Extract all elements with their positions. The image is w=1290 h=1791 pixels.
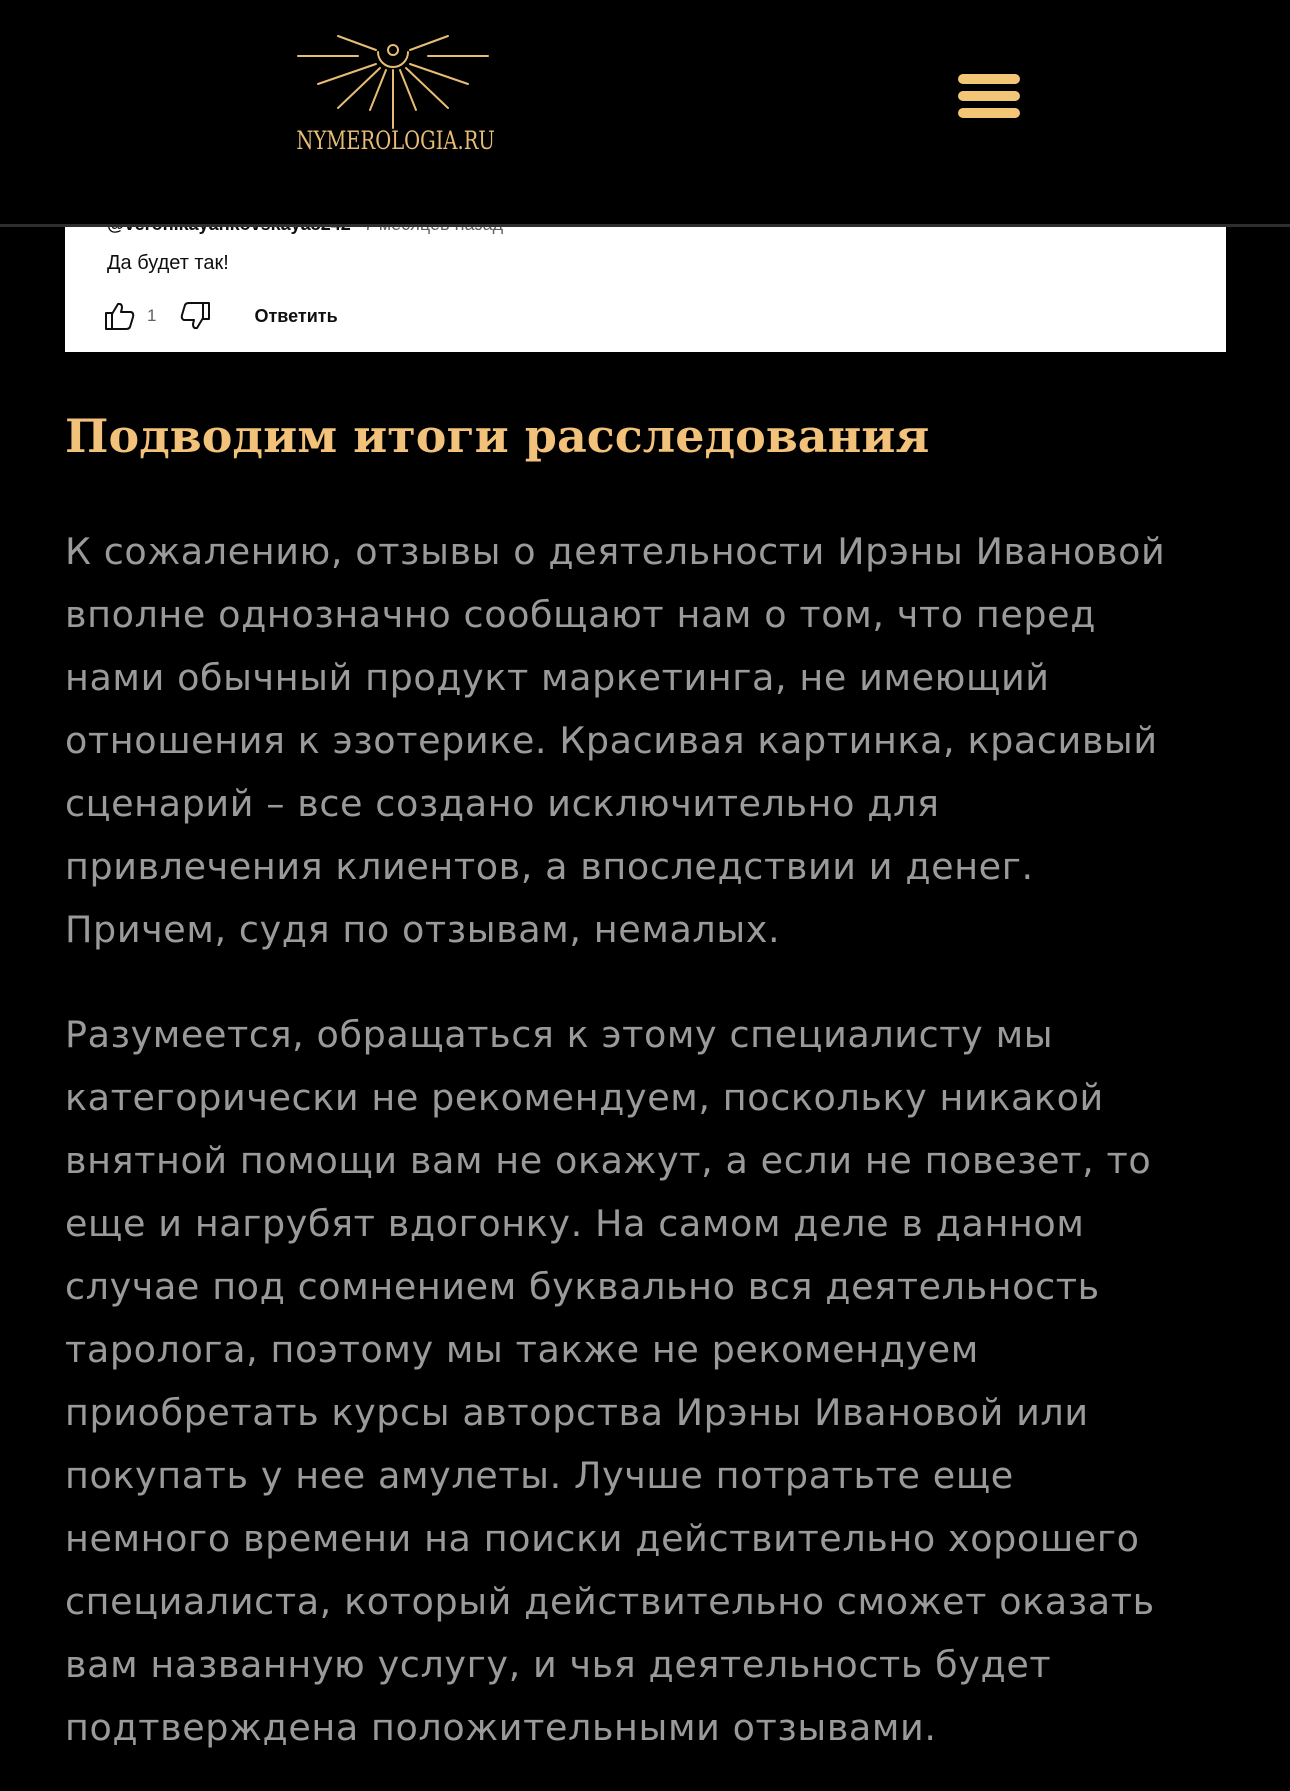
paragraph-line: специалиста, который действительно сможет оказать [65, 1580, 1155, 1623]
paragraph-line: К сожалению, отзывы о деятельности Ирэны Ивановой [65, 530, 1166, 573]
comment-actions [103, 298, 338, 334]
paragraph-line: подтверждена положительными отзывами. [65, 1706, 937, 1749]
like-count: 1 [147, 306, 157, 325]
thumbs-up-icon[interactable] [103, 299, 137, 333]
reply-button[interactable]: Ответить [254, 305, 338, 326]
paragraph-conclusion [65, 520, 1255, 961]
paragraph-line: отношения к эзотерике. Красивая картинка, красивый [65, 719, 1158, 762]
paragraph-line: внятной помощи вам не окажут, а если не повезет, то [65, 1139, 1152, 1182]
section-title: Подводим итоги расследования [65, 409, 930, 463]
sun-moon-logo-icon [298, 28, 488, 128]
menu-bar [958, 108, 1020, 118]
paragraph-line: покупать у нее амулеты. Лучше потратьте еще [65, 1454, 1014, 1497]
paragraph-line: приобретать курсы авторства Ирэны Ивановой или [65, 1391, 1089, 1434]
paragraph-line: категорически не рекомендуем, поскольку никакой [65, 1076, 1104, 1119]
paragraph-line: нами обычный продукт маркетинга, не имеющий [65, 656, 1050, 699]
comment-text: Да будет так! [107, 252, 229, 274]
menu-bar [958, 91, 1020, 101]
paragraph-line: привлечения клиентов, а впоследствии и денег. [65, 845, 1034, 888]
paragraph-line: еще и нагрубят вдогонку. На самом деле в данном [65, 1202, 1085, 1245]
paragraph-line: сценарий – все создано исключительно для [65, 782, 940, 825]
paragraph-line: вполне однозначно сообщают нам о том, что перед [65, 593, 1097, 636]
site-header [0, 0, 1290, 227]
paragraph-line: Причем, судя по отзывам, немалых. [65, 908, 781, 951]
paragraph-line: таролога, поэтому мы также не рекомендуем [65, 1328, 979, 1371]
paragraph-recommendation [65, 1003, 1255, 1759]
logo-text: NYMEROLOGIA.RU [296, 126, 495, 155]
thumbs-down-icon[interactable] [178, 299, 212, 333]
paragraph-line: вам названную услугу, и чья деятельность будет [65, 1643, 1052, 1686]
paragraph-line: немного времени на поиски действительно хорошего [65, 1517, 1140, 1560]
site-logo[interactable] [270, 28, 510, 168]
paragraph-line: случае под сомнением буквально вся деятельность [65, 1265, 1100, 1308]
paragraph-line: Разумеется, обращаться к этому специалисту мы [65, 1013, 1054, 1056]
youtube-comment-screenshot [65, 226, 1226, 352]
hamburger-menu-icon[interactable] [958, 72, 1022, 122]
menu-bar [958, 74, 1020, 84]
